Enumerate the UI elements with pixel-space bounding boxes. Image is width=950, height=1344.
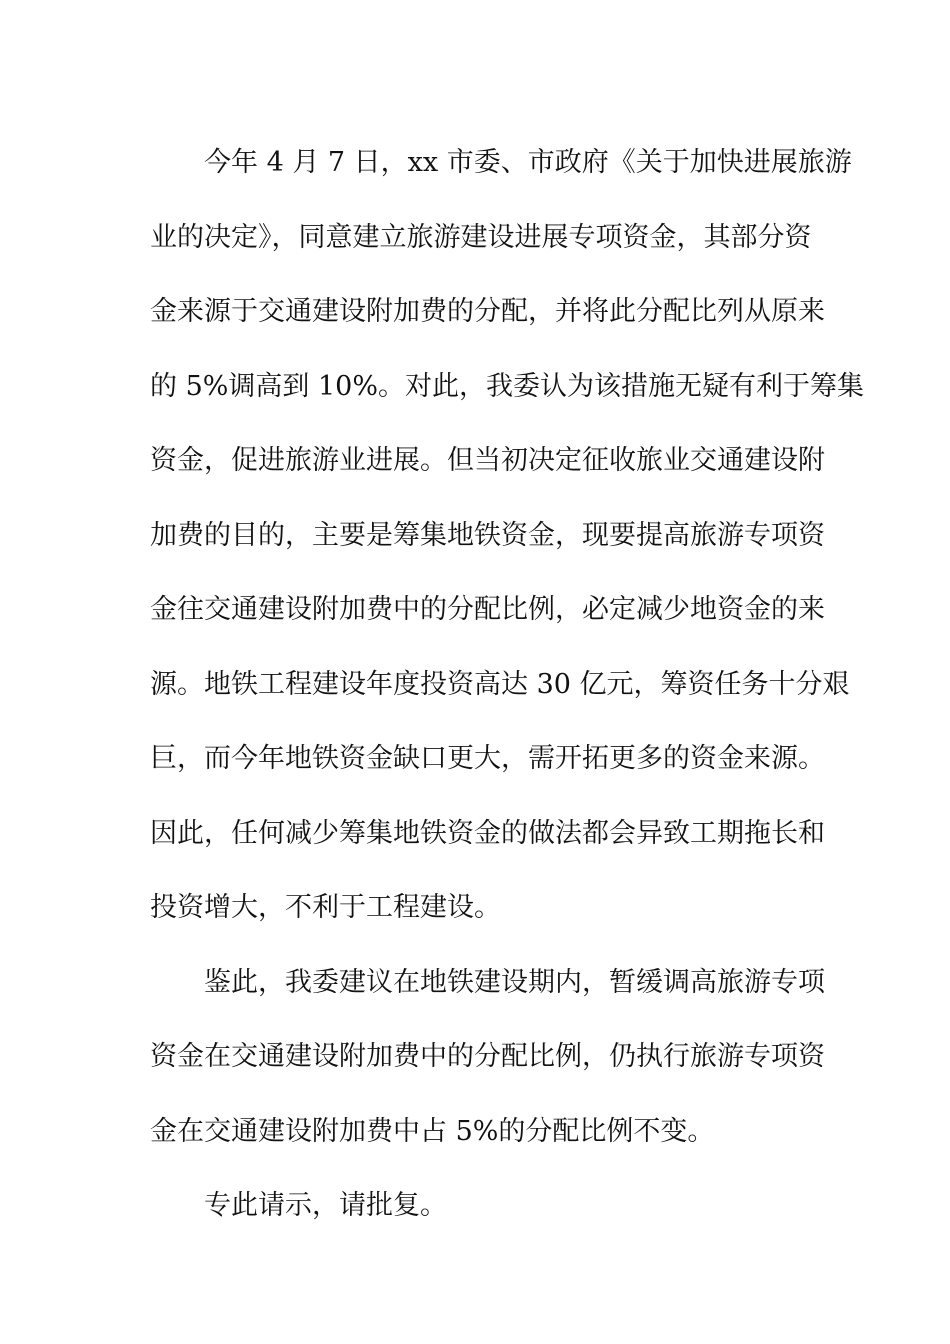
text-line: 金在交通建设附加费中占 5%的分配比例不变。 bbox=[150, 1115, 715, 1147]
text-line: 业的决定》，同意建立旅游建设进展专项资金，其部分资 bbox=[150, 221, 812, 253]
paragraph-closing-request bbox=[150, 1169, 810, 1244]
paragraph-recommendation bbox=[150, 946, 825, 1170]
text-line: 资金在交通建设附加费中的分配比例，仍执行旅游专项资 bbox=[150, 1041, 825, 1072]
text-line: 鉴此，我委建议在地铁建设期内，暂缓调高旅游专项 bbox=[204, 966, 825, 998]
text-line: 的 5%调高到 10%。对此，我委认为该措施无疑有利于筹集 bbox=[150, 370, 865, 402]
text-line: 专此请示，请批复。 bbox=[204, 1190, 447, 1221]
text-line: 今年 4 月 7 日，xx 市委、市政府《关于加快进展旅游 bbox=[204, 147, 852, 178]
text-line: 投资增大，不利于工程建设。 bbox=[150, 892, 501, 923]
text-line: 资金，促进旅游业进展。但当初决定征收旅业交通建设附 bbox=[150, 445, 825, 476]
paragraph-funding-background bbox=[150, 126, 865, 946]
document-body bbox=[150, 126, 865, 1244]
text-line: 金来源于交通建设附加费的分配，并将此分配比列从原来 bbox=[150, 296, 825, 327]
text-line: 金往交通建设附加费中的分配比例，必定减少地资金的来 bbox=[150, 594, 825, 625]
text-line: 巨，而今年地铁资金缺口更大，需开拓更多的资金来源。 bbox=[150, 743, 825, 774]
text-line: 源。地铁工程建设年度投资高达 30 亿元，筹资任务十分艰 bbox=[150, 668, 850, 700]
text-line: 加费的目的，主要是筹集地铁资金，现要提高旅游专项资 bbox=[150, 519, 825, 551]
text-line: 因此，任何减少筹集地铁资金的做法都会异致工期拖长和 bbox=[150, 817, 825, 849]
